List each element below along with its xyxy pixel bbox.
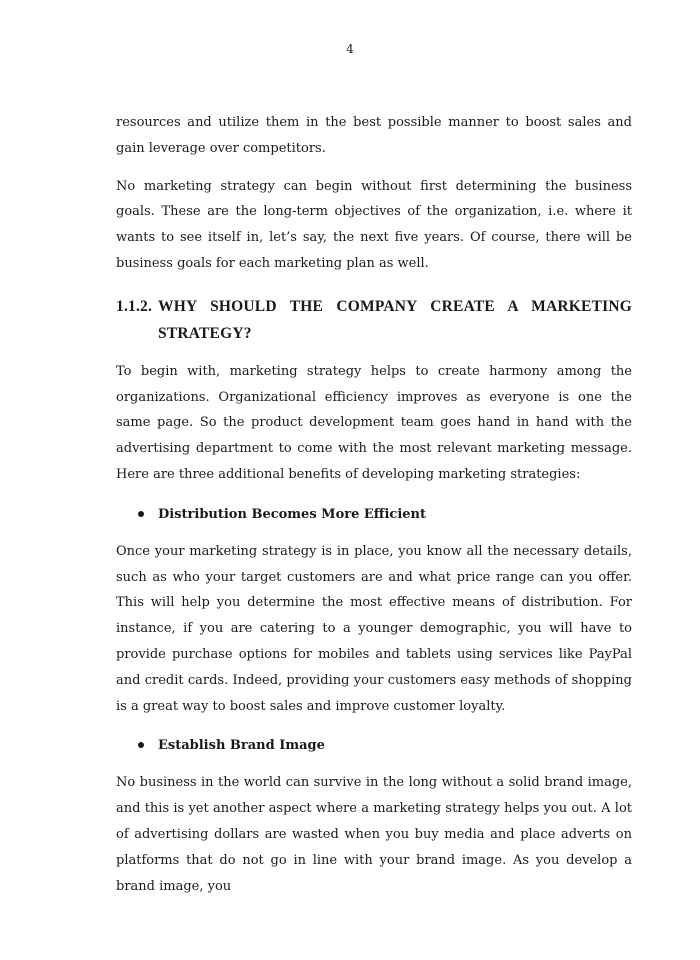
paragraph-5: No business in the world can survive in the long without a solid brand image, and this is yet another aspect where a marketing strategy helps you out. A lot of advertising dollars are wasted when you buy media and place adverts on platforms that do not go in line with your brand image. As you develop a brand image, you [116, 775, 632, 894]
bullet-label: Establish Brand Image [158, 738, 325, 754]
bullet-item-distribution [116, 502, 632, 527]
bullet-label: Distribution Becomes More Efficient [158, 506, 426, 522]
page-number: 4 [346, 42, 354, 56]
bullet-item-brand-image [116, 733, 632, 758]
paragraph-1: resources and utilize them in the best possible manner to boost sales and gain leverage over competitors. [116, 115, 632, 156]
section-heading-number: 1.1.2. [116, 297, 153, 315]
page-content [116, 110, 632, 911]
paragraph-2: No marketing strategy can begin without first determining the business goals. These are the long-term objectives of the organization, i.e. where it wants to see itself in, let’s say, the next five years. Of course, there will be business goals for each marketing plan as well. [116, 178, 632, 271]
bullet-dot-icon [138, 511, 144, 517]
bullet-dot-icon [138, 742, 144, 748]
paragraph-4: Once your marketing strategy is in place, you know all the necessary details, such as who your target customers are and what price range can you offer. This will help you determine the most effective means of distribution. For instance, if you are catering to a younger demographic, you will have to provide purchase options for mobiles and tablets using services like PayPal and credit cards. Indeed, providing your customers easy methods of shopping is a great way to boost sales and improve customer loyalty. [116, 543, 632, 714]
paragraph-3: To begin with, marketing strategy helps to create harmony among the organizations. Organizational efficiency improves as everyone is one the same page. So the product development team goes hand in hand with the advertising department to come with the most relevant marketing message. Here are three additional benefits of developing marketing strategies: [116, 363, 632, 482]
section-heading [116, 293, 632, 347]
section-heading-title: WHY SHOULD THE COMPANY CREATE A MARKETING STRATEGY? [158, 297, 632, 342]
